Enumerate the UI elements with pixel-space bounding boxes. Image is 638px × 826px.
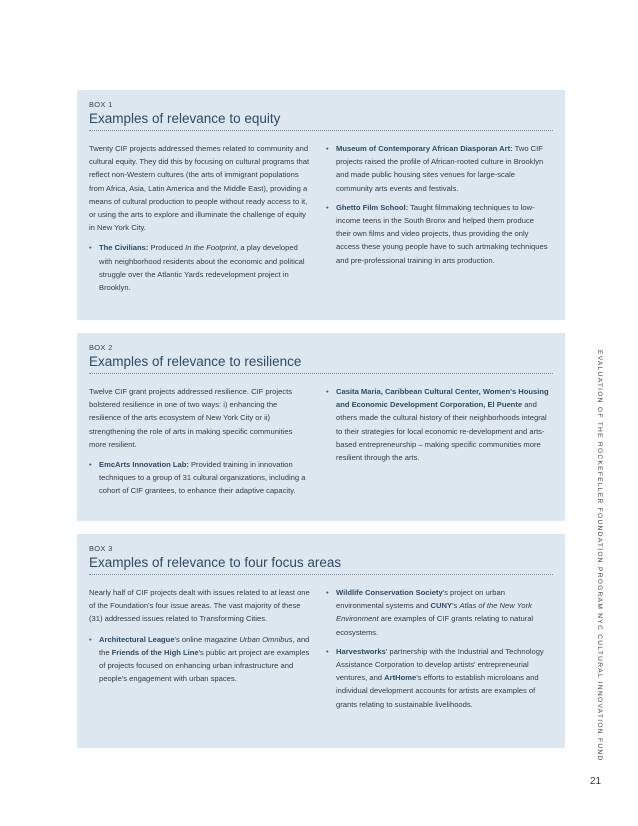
box-title: Examples of relevance to resilience (89, 354, 302, 369)
divider (89, 130, 553, 131)
left-column (89, 385, 311, 504)
box-label: BOX 2 (89, 343, 113, 352)
org-name: Museum of Contemporary African Diasporan Art: (336, 144, 513, 153)
intro-paragraph: Nearly half of CIF projects dealt with issues related to at least one of the Foundation's four issue areas. The vast majority of these (31) addressed issues related to Transforming Cities. (89, 588, 310, 624)
box-title: Examples of relevance to equity (89, 111, 281, 126)
org-name: Architectural League (99, 634, 175, 644)
bullet-text: are examples of CIF grants relating to natural ecosystems. (336, 614, 534, 637)
box-equity (77, 90, 565, 320)
bullet-text: 's online magazine (174, 634, 240, 644)
org-name: Wildlife Conservation Society (336, 588, 443, 597)
bullet-wildlife-conservation (326, 586, 550, 639)
bullet-ghetto-film-school (326, 201, 550, 267)
bullet-text: 's efforts to establish microloans and individual development accounts for artists are examples of grants relating to sustainable livelihoods. (336, 673, 539, 709)
right-column (326, 142, 550, 273)
box-label: BOX 3 (89, 544, 113, 553)
bullet-text: 's public art project are examples of projects focused on enhancing urban infrastructure and people's engagement with urban spaces. (99, 647, 310, 684)
divider (89, 373, 553, 374)
bullet-text: Provided training in innovation techniques to a group of 31 cultural organizations, including a cohort of CIF grantees, to enhance their adaptive capacity. (99, 460, 306, 496)
bullet-civilians (89, 241, 311, 294)
bullet-harvestworks (326, 645, 550, 711)
divider (89, 574, 553, 575)
bullet-text: , a play developed with neighborhood residents about the economic and political struggle over the Atlantic Yards redevelopment project in Brooklyn. (99, 243, 305, 293)
box-title: Examples of relevance to four focus areas (89, 555, 342, 570)
intro-paragraph: Twenty CIF projects addressed themes related to community and cultural equity. They did this by focusing on cultural programs that reflect non-Western cultures (the arts of immigrant populations from Africa, Asia, Latin America and the Middle East), providing a means of cultural production to people without ready access to it, or using the arts to explore and illuminate the challenge of equity in New York City. (89, 144, 310, 233)
running-header-text: EVALUATION OF THE ROCKEFELLER FOUNDATION PROGRAM NYC CULTURAL INNOVATION FUND (596, 350, 603, 762)
org-name: The Civilians: (99, 243, 149, 253)
page-number: 21 (590, 776, 602, 787)
bullet-text: ' partnership with the Industrial and Technology Assistance Corporation to develop artists' entrepreneurial ventures, and (336, 646, 544, 683)
left-column (89, 586, 311, 691)
box-resilience (77, 333, 565, 521)
box-header (77, 90, 565, 127)
org-name: Ghetto Film School: (336, 202, 409, 212)
org-name: ArtHome (384, 673, 417, 683)
box-header (77, 534, 565, 571)
org-name: Casita Maria, Caribbean Cultural Center, Women's Housing and Economic Development Corporation, El Puente (336, 387, 549, 410)
title-italic: In the Footprint (185, 243, 237, 253)
box-label: BOX 1 (89, 100, 113, 109)
org-name: Harvestworks (336, 646, 386, 656)
bullet-text: , and the (99, 634, 310, 657)
bullet-text: Two CIF projects raised the profile of African-rooted culture in Brooklyn and made public housing sites venues for large-scale community arts events and festivals. (336, 144, 544, 193)
bullet-text: and others made the cultural history of their neighborhoods integral to their strategies for local economic re-development and arts-based entrepreneurship – making specific communities more resilient through the arts. (336, 400, 547, 463)
org-name: CUNY (430, 601, 453, 611)
title-italic: Urban Omnibus (239, 634, 293, 644)
left-column (89, 142, 311, 300)
bullet-text: 's (452, 601, 460, 611)
bullet-text: Produced (148, 243, 186, 253)
title-italic: Atlas of the New York Environment (336, 601, 532, 624)
bullet-mocada (326, 142, 550, 195)
bullet-text: Taught filmmaking techniques to low-income teens in the South Bronx and helped them produce their own films and video projects, thus providing the only access these young people have to such artmaking techniques and pre-professional training in arts production. (336, 202, 548, 265)
bullet-emcarts (89, 458, 311, 498)
bullet-text: 's project on urban environmental systems and (336, 588, 505, 611)
box-focus-areas (77, 534, 565, 748)
bullet-casita-maria (326, 385, 550, 464)
right-column (326, 586, 550, 717)
intro-paragraph: Twelve CIF grant projects addressed resilience. CIF projects bolstered resilience in one of two ways: i) enhancing the resilience of the arts ecosystem of New York City or ii) strengthening the role of arts in making specific communities more resilient. (89, 387, 293, 449)
right-column (326, 385, 550, 470)
org-name: EmcArts Innovation Lab: (99, 460, 189, 470)
org-name: Friends of the High Line (111, 647, 199, 657)
box-header (77, 333, 565, 370)
bullet-architectural-league (89, 633, 311, 686)
